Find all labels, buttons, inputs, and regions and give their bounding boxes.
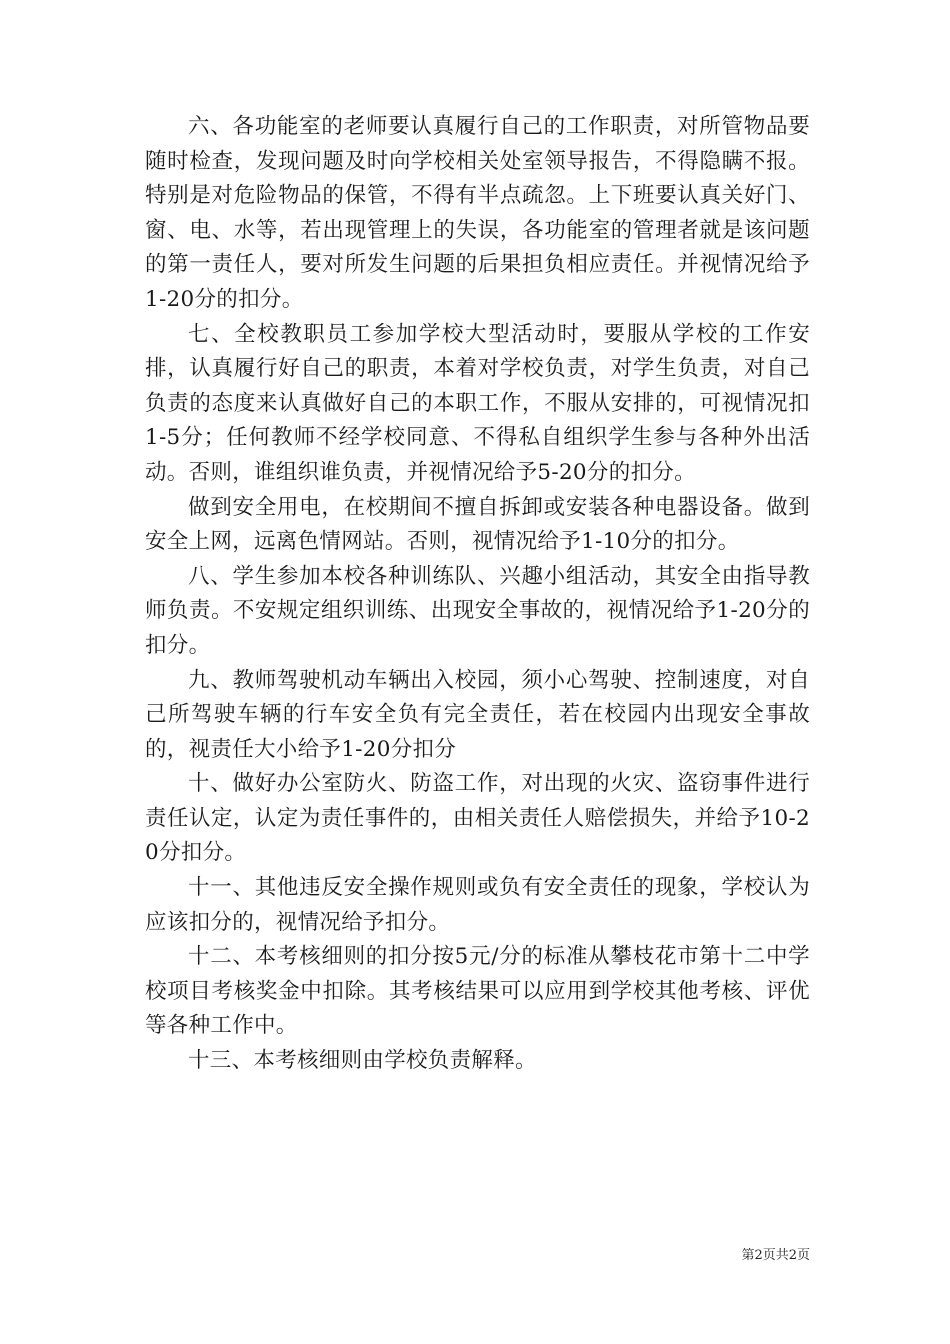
page-number: 第2页共2页	[741, 1248, 810, 1263]
paragraph-item-12: 十二、本考核细则的扣分按5元/分的标准从攀枝花市第十二中学校项目考核奖金中扣除。其考核结果可以应用到学校其他考核、评优等各种工作中。	[145, 944, 810, 1039]
paragraph-item-10: 十、做好办公室防火、防盗工作，对出现的火灾、盗窃事件进行责任认定，认定为责任事件的，由相关责任人赔偿损失，并给予10-20分扣分。	[145, 771, 810, 866]
paragraph-item-11: 十一、其他违反安全操作规则或负有安全责任的现象，学校认为应该扣分的，视情况给予扣分。	[145, 875, 810, 935]
paragraph-item-9: 九、教师驾驶机动车辆出入校园，须小心驾驶、控制速度，对自己所驾驶车辆的行车安全负有完全责任，若在校园内出现安全事故的，视责任大小给予1-20分扣分	[145, 667, 810, 762]
document-body	[145, 110, 810, 1079]
paragraph-electricity: 做到安全用电，在校期间不擅自拆卸或安装各种电器设备。做到安全上网，远离色情网站。否则，视情况给予1-10分的扣分。	[145, 494, 810, 555]
paragraph-item-7: 七、全校教职员工参加学校大型活动时，要服从学校的工作安排，认真履行好自己的职责，本着对学校负责，对学生负责，对自己负责的态度来认真做好自己的本职工作，不服从安排的，可视情况扣1-5分；任何教师不经学校同意、不得私自组织学生参与各种外出活动。否则，谁组织谁负责，并视情况给予5-20分的扣分。	[145, 321, 810, 485]
paragraph-item-6: 六、各功能室的老师要认真履行自己的工作职责，对所管物品要随时检查，发现问题及时向学校相关处室领导报告，不得隐瞒不报。特别是对危险物品的保管，不得有半点疏忽。上下班要认真关好门、窗、电、水等，若出现管理上的失误，各功能室的管理者就是该问题的第一责任人，要对所发生问题的后果担负相应责任。并视情况给予1-20分的扣分。	[145, 114, 810, 312]
paragraph-item-8: 八、学生参加本校各种训练队、兴趣小组活动，其安全由指导教师负责。不安规定组织训练、出现安全事故的，视情况给予1-20分的扣分。	[145, 563, 810, 658]
paragraph-item-13: 十三、本考核细则由学校负责解释。	[188, 1048, 537, 1074]
